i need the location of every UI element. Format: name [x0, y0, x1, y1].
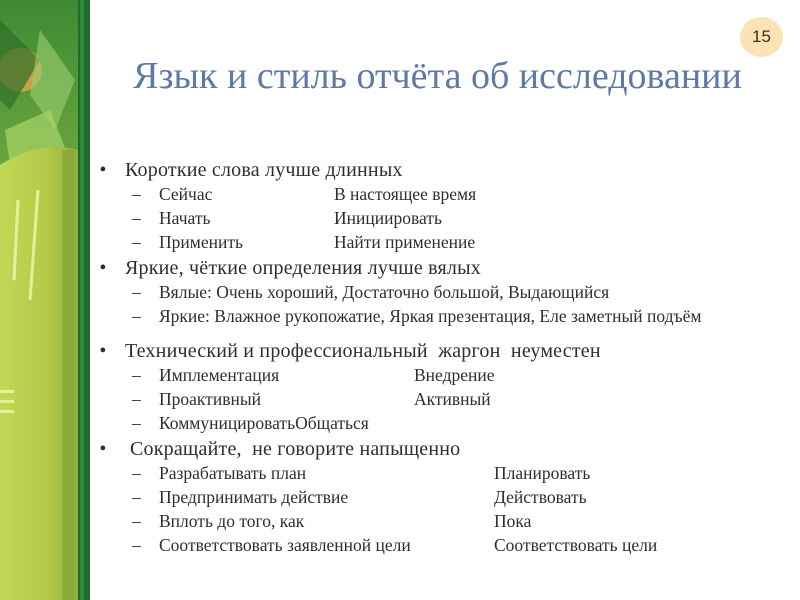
sub-item-left: Предпринимать действие [159, 487, 349, 507]
sub-item-right: В настоящее время [334, 184, 477, 204]
dash-icon: – [132, 184, 141, 204]
sub-item [96, 462, 786, 486]
sub-item [96, 486, 786, 510]
dash-icon: – [132, 389, 141, 409]
sub-item-right: Планировать [494, 463, 591, 483]
page-number-badge: 15 [740, 17, 783, 57]
sub-item-right: Соответствовать цели [494, 535, 658, 555]
dash-icon: – [132, 413, 141, 433]
sub-item [96, 364, 786, 388]
sub-item [96, 510, 786, 534]
bullet-item [96, 255, 786, 281]
bullet-item [96, 157, 786, 183]
sub-item-left: Проактивный [159, 389, 261, 409]
sub-item-left: Соответствовать заявленной цели [159, 535, 411, 555]
dash-icon: – [132, 463, 141, 483]
bullet-heading: Технический и профессиональный жаргон неуместен [125, 340, 601, 362]
sub-item-right: Инициировать [334, 208, 442, 228]
sub-item-right: Найти применение [334, 232, 476, 252]
sub-item-right: Внедрение [414, 365, 495, 385]
sub-item [96, 388, 786, 412]
sub-item [96, 183, 786, 207]
bullet-item [96, 338, 786, 364]
sub-item-left: Разрабатывать план [159, 463, 307, 483]
dash-icon: – [132, 306, 141, 326]
dash-icon: – [132, 282, 141, 302]
bullet-heading: Яркие, чёткие определения лучше вялых [125, 257, 481, 279]
dash-icon: – [132, 208, 141, 228]
dash-icon: – [132, 232, 141, 252]
bullet-item [96, 436, 786, 462]
sub-item-right: Общаться [295, 413, 369, 433]
sub-item [96, 534, 786, 558]
bullet-icon: • [99, 438, 107, 460]
sub-item [96, 281, 786, 305]
sub-item [96, 207, 786, 231]
sub-item-left: Начать [159, 208, 211, 228]
sub-item-left: Применить [159, 232, 243, 252]
dash-icon: – [132, 511, 141, 531]
dash-icon: – [132, 535, 141, 555]
sub-item [96, 412, 786, 436]
sub-item-left: Коммуницировать [159, 413, 296, 433]
dash-icon: – [132, 365, 141, 385]
sub-item-right: Активный [414, 389, 491, 409]
sub-item-right: Действовать [494, 487, 587, 507]
sub-item [96, 305, 786, 336]
sub-item [96, 231, 786, 255]
sub-item-text: Вялые: Очень хороший, Достаточно большой, Выдающийся [159, 282, 610, 302]
decorative-side-panel [0, 0, 90, 600]
dash-icon: – [132, 487, 141, 507]
bullet-heading: Короткие слова лучше длинных [125, 159, 403, 181]
bullet-icon: • [99, 340, 107, 362]
sub-item-left: Имплементация [159, 365, 280, 385]
bullet-icon: • [99, 257, 107, 279]
bullet-icon: • [99, 159, 107, 181]
sub-item-right: Пока [494, 511, 532, 531]
sub-item-left: Сейчас [159, 184, 213, 204]
slide-content [96, 157, 786, 558]
slide-title: Язык и стиль отчёта об исследовании [133, 55, 742, 97]
sub-item-left: Вплоть до того, как [159, 511, 305, 531]
bullet-heading: Сокращайте, не говорите напыщенно [130, 438, 461, 460]
sub-item-text: Яркие: Влажное рукопожатие, Яркая презентация, Еле заметный подъём [159, 306, 702, 326]
